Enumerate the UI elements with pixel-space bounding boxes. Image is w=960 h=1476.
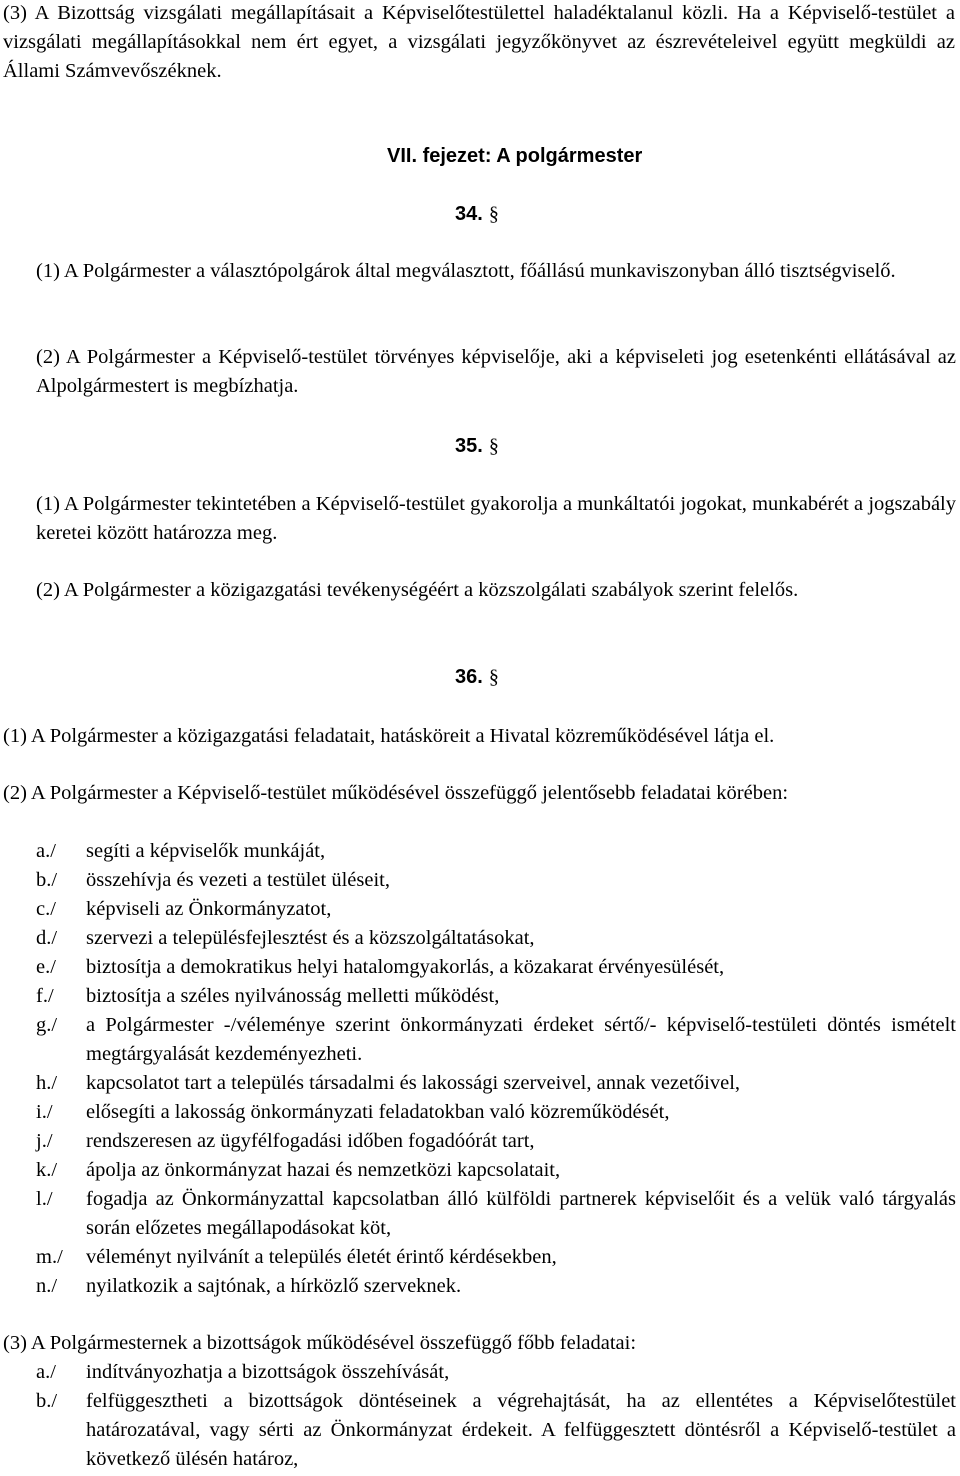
section-36-paragraph-1: (1) A Polgármester a közigazgatási feladatait, hatásköreit a Hivatal közreműködésével látja el.: [3, 725, 775, 747]
intro-paragraph: (3) A Bizottság vizsgálati megállapításait a Képviselőtestülettel haladéktalanul közli. Ha a Képviselő-testület a vizsgálati megállapításokkal nem ért egyet, a vizsgálati jegyzőkönyvet az észrevételeivel együtt megküldi az Állami Számvevőszéknek.: [3, 2, 955, 82]
section-36-heading: [455, 663, 499, 692]
list-item: e./ biztosítja a demokratikus helyi hatalomgyakorlás, a közakarat érvényesülését,: [36, 956, 725, 978]
list-item: a./ indítványozhatja a bizottságok összehívását,: [36, 1361, 450, 1383]
section-35-paragraph-1: (1) A Polgármester tekintetében a Képviselő-testület gyakorolja a munkáltatói jogokat, munkabérét a jogszabály keretei között határozza meg.: [36, 493, 956, 544]
list-item: a./ segíti a képviselők munkáját,: [36, 840, 326, 862]
list-item: k./ ápolja az önkormányzat hazai és nemzetközi kapcsolatait,: [36, 1159, 561, 1181]
list-item: h./ kapcsolatot tart a település társadalmi és lakossági szerveivel, annak vezetőivel,: [36, 1072, 741, 1094]
list-item: c./ képviseli az Önkormányzatot,: [36, 898, 332, 920]
section-36-paragraph-2: (2) A Polgármester a Képviselő-testület működésével összefüggő jelentősebb feladatai körében:: [3, 782, 789, 804]
section-symbol: §: [488, 435, 499, 457]
section-number: 34.: [455, 203, 483, 225]
section-symbol: §: [488, 666, 499, 688]
list-item: i./ elősegíti a lakosság önkormányzati feladatokban való közreműködését,: [36, 1101, 670, 1123]
section-34-paragraph-2: (2) A Polgármester a Képviselő-testület törvényes képviselője, aki a képviseleti jog esetenkénti ellátásával az Alpolgármestert is megbízhatja.: [36, 346, 956, 397]
section-36-paragraph-3: (3) A Polgármesternek a bizottságok működésével összefüggő főbb feladatai:: [3, 1332, 637, 1354]
list-item: g./ a Polgármester -/véleménye szerint önkormányzati érdeket sértő/- képviselő-testületi döntés ismételt megtárgyalását kezdeményezheti.: [36, 1014, 956, 1065]
section-symbol: §: [488, 203, 499, 225]
list-item: m./ véleményt nyilvánít a település életét érintő kérdésekben,: [36, 1246, 557, 1268]
section-36-committee-list: [36, 1358, 956, 1474]
list-item: n./ nyilatkozik a sajtónak, a hírközlő szerveknek.: [36, 1275, 462, 1297]
section-36-duties-list: [36, 837, 956, 1301]
section-number: 35.: [455, 435, 483, 457]
list-item: l./ fogadja az Önkormányzattal kapcsolatban álló külföldi partnerek képviselőit és a velük való tárgyalás során előzetes megállapodásokat köt,: [36, 1188, 956, 1239]
list-item: b./ összehívja és vezeti a testület üléseit,: [36, 869, 390, 891]
section-35-heading: [455, 432, 499, 461]
section-34-paragraph-1: (1) A Polgármester a választópolgárok által megválasztott, főállású munkaviszonyban álló tisztségviselő.: [36, 260, 896, 282]
list-item: j./ rendszeresen az ügyfélfogadási időben fogadóórát tart,: [36, 1130, 535, 1152]
section-35-paragraph-2: (2) A Polgármester a közigazgatási tevékenységéért a közszolgálati szabályok szerint felelős.: [36, 579, 799, 601]
list-item: f./ biztosítja a széles nyilvánosság melletti működést,: [36, 985, 500, 1007]
section-34-heading: [455, 200, 499, 229]
list-item: b./ felfüggesztheti a bizottságok döntéseinek a végrehajtását, ha az ellentétes a Képviselőtestület határozatával, vagy sérti az Önkormányzat érdekeit. A felfüggesztett döntésről a Képviselő-testület a következő ülésén határoz,: [36, 1390, 956, 1470]
chapter-title: VII. fejezet: A polgármester: [387, 145, 643, 167]
section-number: 36.: [455, 666, 483, 688]
list-item: d./ szervezi a településfejlesztést és a közszolgáltatásokat,: [36, 927, 535, 949]
